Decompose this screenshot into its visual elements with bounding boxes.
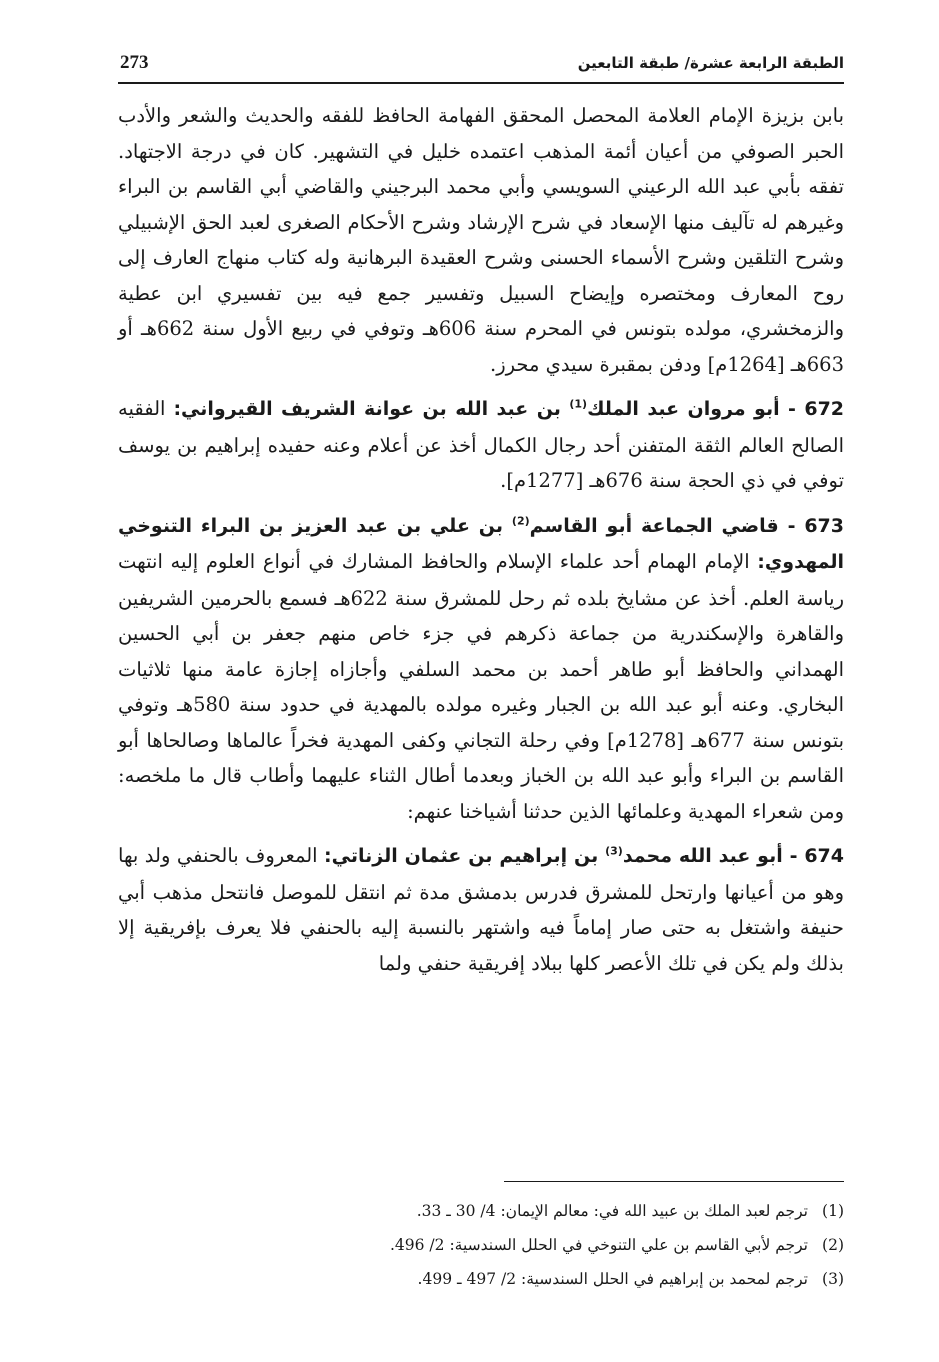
entry-674-text: المعروف بالحنفي ولد بها وهو من أعيانها وارتحل للمشرق فدرس بدمشق مدة ثم انتقل للموصل فانتحل مذهب أبي حنيفة واشتغل به حتى صار إماماً فيه واشتهر بالنسبة إليه بالحنفي فلا يعرف بإفريقية إلا بذلك ولم يكن في تلك الأعصر كلها ببلاد إفريقية حنفي ولما <box>118 844 844 975</box>
entry-673 <box>118 508 844 830</box>
footnote-ref-2[interactable]: (2) <box>511 514 530 528</box>
footnote-ref-1[interactable]: (1) <box>569 397 588 411</box>
entry-672-text: الفقيه الصالح العالم الثقة المتفنن أحد رجال الكمال أخذ عن أعلام وعنه حفيده إبراهيم بن يوسف توفي في ذي الحجة سنة 676هـ [1277م]. <box>118 397 844 492</box>
entry-672-heading-b: بن عبد الله بن عوانة الشريف القيرواني: <box>173 398 570 420</box>
entry-672 <box>118 391 844 499</box>
footnotes <box>118 1194 844 1296</box>
footnote-item <box>118 1228 844 1262</box>
footnote-number: (3) <box>822 1270 844 1288</box>
page-body <box>118 98 844 981</box>
footnote-number: (2) <box>822 1236 844 1254</box>
entry-674-heading-a: 674 - أبو عبد الله محمد <box>622 845 844 867</box>
entry-673-heading-a: 673 - قاضي الجماعة أبو القاسم <box>529 514 844 537</box>
entry-674-heading <box>324 845 844 867</box>
paragraph-continuation: بابن بزيزة الإمام العلامة المحصل المحقق الفهامة الحافظ للفقه والحديث والشعر والأدب الحبر الصوفي من أعيان أئمة المذهب اعتمده خليل في التشهير. كان في درجة الاجتهاد. تفقه بأبي عبد الله الرعيني السويسي وأبي محمد البرجيني والقاضي أبي القاسم بن البراء وغيرهم له تآليف منها الإسعاد في شرح الإرشاد وشرح الأحكام الصغرى لعبد الحق الإشبيلي وشرح التلقين وشرح الأسماء الحسنى وشرح العقيدة البرهانية وله كتاب منهاج العارف إلى روح المعارف ومختصره وإيضاح السبيل وتفسير جمع فيه بين تفسيري ابن عطية والزمخشري، مولده بتونس في المحرم سنة 606هـ وتوفي في ربيع الأول سنة 662هـ أو 663هـ [1264م] ودفن بمقبرة سيدي محرز. <box>118 104 844 376</box>
footnote-item <box>118 1194 844 1228</box>
entry-673-text: الإمام الهمام أحد علماء الإسلام والحافظ المشارك في أنواع العلوم إليه انتهت رياسة العلم. أخذ عن مشايخ بلده ثم رحل للمشرق سنة 622هـ فسمع بالحرمين الشريفين والقاهرة والإسكندرية من جماعة ذكرهم في جزء خاص منهم جعفر بن أبي الحسين الهمداني والحافظ أبو طاهر أحمد بن محمد السلفي وأجازاه إجازة عامة منها ثلاثيات البخاري. وعنه أبو عبد الله بن الجبار وغيره مولده بالمهدية في حدود سنة 580هـ وتوفي بتونس سنة 677هـ [1278م] وفي رحلة التجاني وكفى المهدية فخراً عالماها وصالحاها أبو القاسم بن البراء وأبو عبد الله بن الخباز وبعدما أطال الثناء عليهما وأطاب قال ما ملخصه: ومن شعراء المهدية وعلمائها الذين حدثنا أشياخنا عنهم: <box>118 550 845 823</box>
running-title: الطبقة الرابعة عشرة/ طبقة التابعين <box>577 54 844 72</box>
footnote-text: ترجم لمحمد بن إبراهيم في الحلل السندسية: 2/ 497 ـ 499. <box>417 1270 808 1288</box>
footnote-text: ترجم لأبي القاسم بن علي التنوخي في الحلل السندسية: 2/ 496. <box>389 1236 808 1254</box>
entry-673-heading-b: بن علي بن عبد العزيز بن البراء التنوخي المهدوي: <box>118 514 844 573</box>
entry-672-heading-a: 672 - أبو مروان عبد الملك <box>587 398 845 420</box>
footnote-divider <box>504 1181 844 1182</box>
entry-672-heading <box>173 398 844 420</box>
page-header <box>118 40 844 84</box>
entry-674-heading-b: بن إبراهيم بن عثمان الزناتي: <box>324 845 606 867</box>
book-page <box>118 40 844 1330</box>
page-number: 273 <box>120 52 149 73</box>
footnote-item <box>118 1262 844 1296</box>
entry-674 <box>118 838 844 981</box>
footnote-text: ترجم لعبد الملك بن عبيد الله في: معالم الإيمان: 4/ 30 ـ 33. <box>416 1202 808 1220</box>
footnote-ref-3[interactable]: (3) <box>605 844 623 858</box>
footnote-number: (1) <box>822 1202 844 1220</box>
